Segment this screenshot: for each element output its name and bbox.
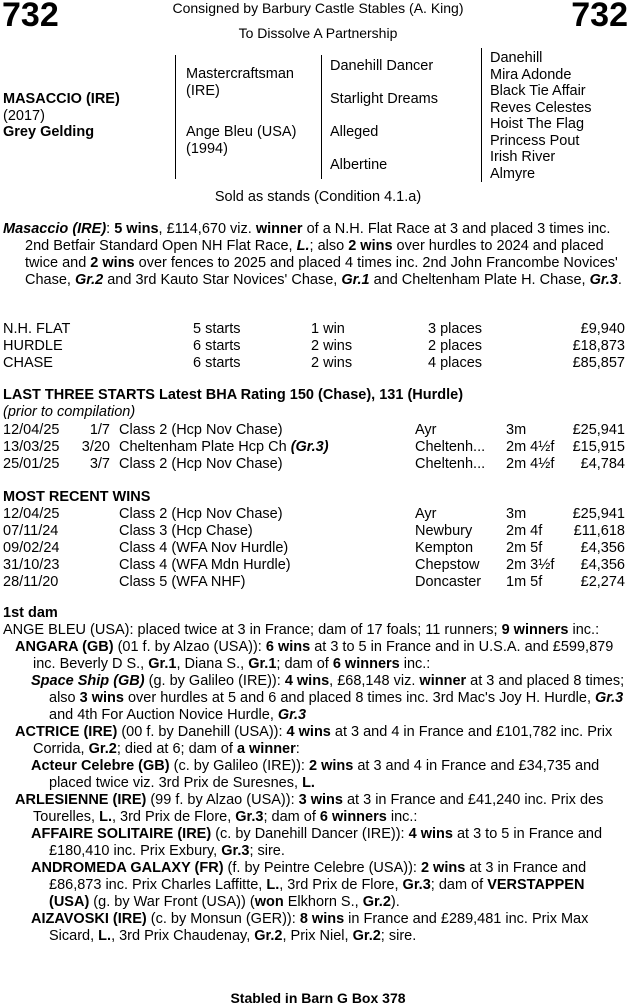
sale-reason: To Dissolve A Partnership [238, 25, 398, 41]
record-wins: 2 wins [311, 338, 353, 354]
great-grandparent: Danehill [490, 50, 543, 66]
summary-text: and Cheltenham Plate H. Chase, [369, 272, 590, 288]
dam-text: ). [390, 894, 400, 910]
record-earnings: £9,940 [580, 321, 625, 337]
dam-text: ARLESIENNE (IRE) [15, 792, 147, 808]
summary-text: of a N.H. Flat Race at 3 and placed 3 times inc. 2nd Betfair Standard Open NH Flat Race, [25, 221, 611, 254]
dam-produce-line [3, 860, 627, 911]
summary-text: over hurdles to 2024 and placed twice and [25, 238, 604, 271]
win-prize: £2,274 [580, 574, 625, 590]
record-starts: 5 starts [193, 321, 241, 337]
dam-text: Gr.2 [362, 894, 391, 910]
recent-wins-heading: MOST RECENT WINS [3, 489, 151, 505]
dam-text: a winner [236, 741, 296, 757]
win-row [3, 523, 625, 540]
record-places: 2 places [428, 338, 483, 354]
dam-text: Gr.2 [88, 741, 117, 757]
start-course: Cheltenh... [415, 456, 486, 472]
dam-text: 9 winners [501, 622, 569, 638]
first-dam-heading: 1st dam [3, 605, 58, 621]
summary-text: . [617, 272, 622, 288]
dam-text: Space Ship (GB) [31, 673, 145, 689]
win-date: 31/10/23 [3, 557, 60, 573]
dam-text: (g. by War Front (USA)) ( [89, 894, 255, 910]
win-course: Newbury [415, 523, 473, 539]
start-position: 3/20 [81, 439, 110, 455]
win-date: 07/11/24 [3, 523, 59, 539]
dam-produce-line [3, 639, 627, 673]
grandparent-3: Alleged [330, 124, 379, 140]
start-distance: 2m 4½f [506, 456, 555, 472]
great-grandparents [490, 50, 592, 182]
win-row [3, 540, 625, 557]
win-course: Kempton [415, 540, 474, 556]
record-starts: 6 starts [193, 338, 241, 354]
dam-text: L. [266, 877, 280, 893]
first-dam-text [3, 622, 627, 945]
dam-text: AFFAIRE SOLITAIRE (IRE) [31, 826, 212, 842]
pedigree-divider-1 [175, 55, 176, 179]
record-type: CHASE [3, 355, 53, 371]
record-earnings: £85,857 [572, 355, 625, 371]
pedigree-divider-2 [321, 55, 322, 179]
start-race [119, 439, 329, 456]
lot-number-left: 732 [2, 0, 59, 34]
win-distance: 2m 3½f [506, 557, 555, 573]
win-date: 12/04/25 [3, 506, 60, 522]
summary-text: : [106, 221, 115, 237]
horse-year: (2017) [3, 108, 45, 124]
great-grandparent: Black Tie Affair [490, 83, 586, 99]
dam-text: (c. by Danehill Dancer (IRE)): [211, 826, 409, 842]
summary-wins: 5 wins [114, 221, 159, 237]
pedigree-divider-3 [481, 48, 482, 182]
stabling-info: Stabled in Barn G Box 378 [230, 990, 406, 1006]
summary-text: over fences to 2025 and placed 4 times inc. 2nd John Francombe Novices' Chase, [25, 255, 618, 288]
win-row [3, 506, 625, 523]
summary-text: , £114,670 viz. [158, 221, 256, 237]
dam-produce-line [3, 758, 627, 792]
record-wins: 2 wins [311, 355, 353, 371]
start-distance: 2m 4½f [506, 439, 555, 455]
dam-text: 6 winners [332, 656, 400, 672]
dam-text: inc.: [386, 809, 418, 825]
dam-year: (1994) [186, 140, 228, 157]
dam-name: Ange Bleu (USA) [186, 124, 297, 140]
dam-text: ANGE BLEU (USA): placed twice at 3 in France; dam of 17 foals; 11 runners; [3, 622, 502, 638]
dam-text: ; sire. [380, 928, 417, 944]
record-type: HURDLE [3, 338, 63, 354]
dam-text: at 3 and placed 8 times; also [49, 673, 625, 706]
dam-text: 8 wins [299, 911, 345, 927]
win-prize: £25,941 [572, 506, 625, 522]
start-date: 25/01/25 [3, 456, 60, 472]
last-three-table [3, 422, 625, 473]
win-race: Class 5 (WFA NHF) [119, 574, 246, 590]
consignor: Consigned by Barbury Castle Stables (A. King) [172, 0, 464, 16]
sale-condition: Sold as stands (Condition 4.1.a) [214, 189, 422, 205]
dam-text: (f. by Peintre Celebre (USA)): [223, 860, 421, 876]
win-row [3, 574, 625, 591]
dam-text: VERSTAPPEN (USA) [49, 877, 585, 910]
dam-produce-line [3, 826, 627, 860]
start-row [3, 456, 625, 473]
dam-text: at 3 and 4 in France and £101,782 inc. Prix Corrida, [33, 724, 613, 757]
great-grandparent: Almyre [490, 165, 536, 182]
dam-text: (g. by Galileo (IRE)): [144, 673, 285, 689]
horse-description: Grey Gelding [3, 124, 95, 140]
win-race: Class 4 (WFA Nov Hurdle) [119, 540, 289, 556]
dam-text: Gr.3 [221, 843, 250, 859]
dam-text: Gr.2 [254, 928, 283, 944]
dam-text: 4 wins [284, 673, 330, 689]
summary-horse-name: Masaccio (IRE) [3, 221, 107, 237]
dam-text: ; dam of [263, 809, 320, 825]
sire [186, 66, 294, 99]
race-grade: (Gr.3) [290, 439, 329, 455]
summary-grade: Gr.2 [74, 272, 104, 288]
dam-text: 2 wins [420, 860, 466, 876]
win-course: Ayr [415, 506, 437, 522]
dam-text: 3 wins [298, 792, 343, 808]
grandparent-2: Starlight Dreams [330, 91, 438, 107]
start-row [3, 422, 625, 439]
record-earnings: £18,873 [572, 338, 625, 354]
record-row [3, 338, 625, 355]
race-name: Class 2 (Hcp Nov Chase) [119, 422, 283, 438]
dam-text: Gr.3 [277, 707, 307, 723]
dam-produce-line [3, 622, 627, 639]
summary-wins: 2 wins [348, 238, 393, 254]
grandparent-4: Albertine [330, 157, 388, 173]
great-grandparent: Princess Pout [490, 132, 580, 149]
dam-text: winner [419, 673, 467, 689]
dam-text: in France and £289,481 inc. Prix Max Sicard, [49, 911, 589, 944]
sire-name: Mastercraftsman [186, 66, 294, 82]
dam-text: Gr.2 [352, 928, 381, 944]
dam-text: at 3 to 5 in France and £180,410 inc. Prix Exbury, [49, 826, 603, 859]
record-wins: 1 win [311, 321, 345, 337]
dam-text: won [254, 894, 284, 910]
record-places: 4 places [428, 355, 483, 371]
win-distance: 3m [506, 506, 527, 522]
start-race [119, 456, 283, 473]
dam-text: over hurdles at 5 and 6 and placed 8 times inc. 3rd Mac's Joy H. Hurdle, [123, 690, 595, 706]
win-course: Doncaster [415, 574, 482, 590]
win-date: 28/11/20 [3, 574, 59, 590]
dam-text: ; sire. [249, 843, 285, 859]
start-distance: 3m [506, 422, 527, 438]
dam-produce-line [3, 724, 627, 758]
dam-text: 6 winners [319, 809, 387, 825]
summary-grade: Gr.1 [341, 272, 370, 288]
last-three-heading: LAST THREE STARTS Latest BHA Rating 150 (Chase), 131 (Hurdle) [3, 387, 464, 403]
grandparent-1: Danehill Dancer [330, 58, 434, 74]
horse-name: MASACCIO (IRE) [3, 91, 120, 107]
dam-text: L. [98, 928, 112, 944]
dam-text: , 3rd Prix de Flore, [111, 809, 236, 825]
great-grandparent: Irish River [490, 149, 556, 165]
dam-text: Acteur Celebre (GB) [31, 758, 170, 774]
dam-text: , Diana S., [176, 656, 249, 672]
win-row [3, 557, 625, 574]
win-prize: £4,356 [580, 557, 625, 573]
dam-text: ; dam of [430, 877, 488, 893]
start-row [3, 439, 625, 456]
great-grandparent: Mira Adonde [490, 66, 572, 83]
summary-listed: L. [296, 238, 310, 254]
dam-produce-line [3, 792, 627, 826]
record-starts: 6 starts [193, 355, 241, 371]
race-name: Cheltenham Plate Hcp Ch [119, 439, 287, 455]
summary-winner: winner [255, 221, 303, 237]
dam-text: : [295, 741, 300, 757]
dam [186, 124, 296, 157]
dam-text: and 4th For Auction Novice Hurdle, [49, 707, 278, 723]
win-race: Class 2 (Hcp Nov Chase) [119, 506, 283, 522]
dam-text: Gr.3 [402, 877, 431, 893]
record-row [3, 321, 625, 338]
dam-text: inc.: [399, 656, 431, 672]
dam-text: (c. by Monsun (GER)): [146, 911, 300, 927]
dam-text: at 3 and 4 in France and £34,735 and placed twice viz. 3rd Prix de Suresnes, [49, 758, 600, 791]
win-prize: £4,356 [580, 540, 625, 556]
win-race: Class 4 (WFA Mdn Hurdle) [119, 557, 291, 573]
great-grandparent: Reves Celestes [490, 99, 592, 116]
win-distance: 2m 5f [506, 540, 543, 556]
dam-text: , Prix Niel, [282, 928, 353, 944]
dam-text: L. [99, 809, 112, 825]
dam-text: Gr.1 [248, 656, 277, 672]
start-prize: £25,941 [572, 422, 625, 438]
dam-text: (c. by Galileo (IRE)): [169, 758, 309, 774]
lot-number-right: 732 [571, 0, 628, 34]
dam-text: , 3rd Prix de Flore, [279, 877, 403, 893]
dam-text: 6 wins [265, 639, 311, 655]
dam-text: 4 wins [408, 826, 453, 842]
great-grandparent: Hoist The Flag [490, 116, 585, 132]
win-distance: 2m 4f [506, 523, 543, 539]
race-summary [3, 221, 625, 289]
dam-text: 2 wins [308, 758, 354, 774]
racing-record-table [3, 321, 625, 372]
start-course: Ayr [415, 422, 437, 438]
dam-text: ANGARA (GB) [15, 639, 114, 655]
recent-wins-table [3, 506, 625, 591]
dam-text: Gr.3 [595, 690, 624, 706]
dam-produce-line [3, 911, 627, 945]
start-prize: £15,915 [572, 439, 625, 455]
dam-text: ; dam of [276, 656, 333, 672]
dam-text: 3 wins [79, 690, 124, 706]
record-type: N.H. FLAT [3, 321, 71, 337]
sire-country: (IRE) [186, 82, 220, 99]
record-places: 3 places [428, 321, 483, 337]
race-name: Class 2 (Hcp Nov Chase) [119, 456, 283, 472]
dam-text: Gr.1 [148, 656, 177, 672]
start-race [119, 422, 283, 439]
dam-text: (01 f. by Alzao (USA)): [113, 639, 266, 655]
start-prize: £4,784 [580, 456, 625, 472]
start-date: 12/04/25 [3, 422, 60, 438]
dam-text: (00 f. by Danehill (USA)): [117, 724, 287, 740]
dam-text: at 3 in France and £86,873 inc. Prix Charles Laffitte, [49, 860, 587, 893]
record-row [3, 355, 625, 372]
dam-text: Elkhorn S., [283, 894, 363, 910]
win-date: 09/02/24 [3, 540, 60, 556]
dam-text: 4 wins [286, 724, 331, 740]
start-course: Cheltenh... [415, 439, 486, 455]
dam-text: inc.: [568, 622, 600, 638]
summary-text: ; also [309, 238, 349, 254]
dam-text: ; died at 6; dam of [116, 741, 237, 757]
dam-text: ACTRICE (IRE) [15, 724, 118, 740]
start-position: 3/7 [89, 456, 110, 472]
dam-text: L. [302, 775, 315, 791]
win-distance: 1m 5f [506, 574, 543, 590]
summary-wins: 2 wins [90, 255, 135, 271]
start-date: 13/03/25 [3, 439, 60, 455]
win-course: Chepstow [415, 557, 480, 573]
dam-text: at 3 in France and £41,240 inc. Prix des Tourelles, [33, 792, 604, 825]
dam-produce-line [3, 673, 627, 724]
dam-text: Gr.3 [235, 809, 264, 825]
summary-text: and 3rd Kauto Star Novices' Chase, [103, 272, 342, 288]
dam-text: at 3 to 5 in France and in U.S.A. and £599,879 inc. Beverly D S., [33, 639, 614, 672]
win-race: Class 3 (Hcp Chase) [119, 523, 253, 539]
dam-text: (99 f. by Alzao (USA)): [146, 792, 299, 808]
dam-text: AIZAVOSKI (IRE) [31, 911, 147, 927]
dam-text: , £68,148 viz. [329, 673, 420, 689]
dam-text: ANDROMEDA GALAXY (FR) [31, 860, 224, 876]
summary-grade: Gr.3 [589, 272, 618, 288]
start-position: 1/7 [89, 422, 110, 438]
dam-text: , 3rd Prix Chaudenay, [111, 928, 255, 944]
last-three-note: (prior to compilation) [3, 404, 136, 420]
win-prize: £11,618 [573, 523, 625, 539]
